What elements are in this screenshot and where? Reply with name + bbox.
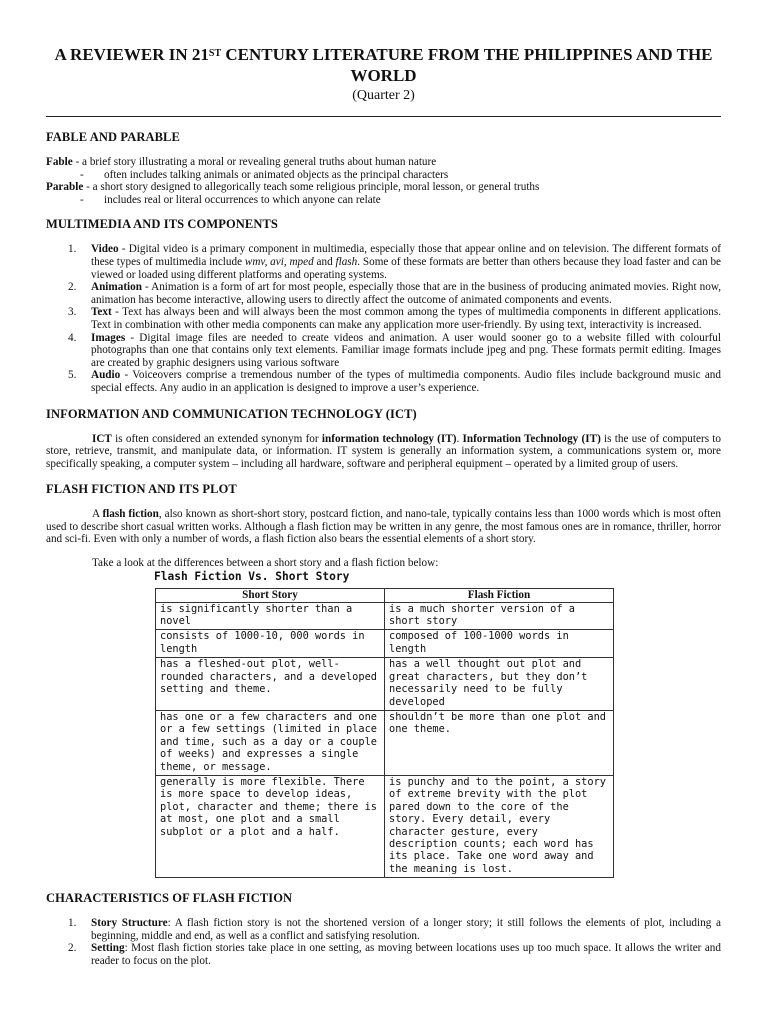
table-cell: is significantly shorter than a novel	[156, 602, 385, 630]
list-text: - Text has always been and will always been the most common among the types of multimedia components in different applications. Text in combination with other media components can make any application more user-friendly. By using text, interactivity is increased.	[91, 306, 721, 331]
list-text: : A flash fiction story is not the shortened version of a longer story; it still follows the elements of plot, including a beginning, middle and end, as well as a conflict and satisfying resolution.	[91, 917, 721, 942]
list-number: 4.	[68, 331, 77, 344]
list-text: : Most flash fiction stories take place in one setting, as moving between locations uses up too much space. It allows the writer and reader to focus on the plot.	[91, 942, 721, 967]
comparison-table	[155, 588, 614, 879]
table-intro: Take a look at the differences between a short story and a flash fiction below:	[92, 557, 439, 570]
table-cell: generally is more flexible. There is more space to develop ideas, plot, character and theme; there is at most, one plot and a small subplot or a plot and a half.	[156, 775, 385, 877]
title-text-continued: CENTURY LITERATURE FROM THE PHILIPPINES AND THE WORLD	[221, 45, 713, 85]
list-term: Story Structure	[91, 917, 168, 930]
document-subtitle: (Quarter 2)	[352, 88, 415, 103]
list-text: - Digital image files are needed to create videos and animation. A user would sooner go to a website filled with colourful photographs than one that contains only text elements. Familiar image formats include jpeg and png. These formats permit editing. Images are created by graphic designers using various software	[91, 331, 721, 369]
table-row	[156, 710, 614, 775]
list-text: and	[313, 255, 336, 268]
it-term: information technology (IT)	[321, 432, 457, 445]
ict-text: .	[456, 432, 463, 445]
list-term: Video	[91, 243, 119, 256]
list-number: 5.	[68, 369, 77, 382]
list-item	[46, 306, 721, 331]
parable-term: Parable	[46, 181, 84, 194]
list-text: - Digital video is a primary component in multimedia, especially those that appear online and on television. The different formats of these types of multimedia include	[91, 243, 721, 268]
section-heading-multimedia: MULTIMEDIA AND ITS COMPONENTS	[46, 217, 278, 232]
section-heading-characteristics: CHARACTERISTICS OF FLASH FICTION	[46, 891, 293, 906]
characteristics-list	[46, 917, 721, 967]
ict-text: is often considered an extended synonym for	[111, 432, 322, 445]
fable-term: Fable	[46, 156, 73, 168]
format-names: wmv, avi, mped	[244, 255, 314, 268]
table-cell: shouldn’t be more than one plot and one theme.	[385, 710, 614, 775]
title-text: A REVIEWER IN 21	[54, 45, 209, 64]
document-title	[46, 44, 721, 86]
table-cell: consists of 1000-10, 000 words in length	[156, 630, 385, 658]
section-heading-flash-fiction: FLASH FICTION AND ITS PLOT	[46, 482, 237, 497]
ict-term: ICT	[92, 432, 112, 445]
list-item	[46, 369, 721, 394]
section-heading-fable-parable: FABLE AND PARABLE	[46, 130, 180, 144]
title-divider	[46, 116, 721, 117]
table-cell: has a fleshed-out plot, well-rounded characters, and a developed setting and theme.	[156, 658, 385, 711]
list-number: 2.	[68, 942, 77, 955]
list-number: 1.	[68, 243, 77, 256]
list-text: - Voiceovers comprise a tremendous number of the types of multimedia components. Audio files include background music and special effects. Any audio in an application is designed to improve a user’s experience.	[91, 369, 721, 394]
table-row	[156, 602, 614, 630]
column-header-flash-fiction: Flash Fiction	[385, 588, 614, 602]
table-cell: is a much shorter version of a short story	[385, 602, 614, 630]
list-term: Audio	[91, 369, 121, 382]
list-number: 1.	[68, 917, 77, 930]
table-cell: composed of 100-1000 words in length	[385, 630, 614, 658]
section-heading-ict: INFORMATION AND COMMUNICATION TECHNOLOGY (ICT)	[46, 406, 417, 421]
flash-fiction-term: flash fiction	[102, 508, 159, 521]
ict-text: is the use of computers to store, retrieve, transmit, and manipulate data, or information. IT system is generally an information system, a communications system or, more specifically speaking, a computer system – including all hardware, software and peripheral equipment – operated by a limited group of users.	[46, 432, 722, 470]
parable-note	[80, 194, 721, 207]
it-term-2: Information Technology (IT)	[462, 432, 601, 445]
list-item	[46, 281, 721, 306]
list-text: - Animation is a form of art for most people, especially those that are in the business of producing animated movies. Right now, animation has become interactive, allowing users to directly affect the outcome of animated components and events.	[91, 281, 721, 306]
fable-parable-definitions	[46, 156, 721, 206]
table-header-row	[156, 588, 614, 602]
list-item	[46, 243, 721, 281]
multimedia-list	[46, 243, 721, 394]
flash-fiction-paragraph	[46, 508, 721, 546]
dash-bullet: -	[80, 193, 84, 206]
table-row	[156, 630, 614, 658]
document-page	[46, 0, 721, 968]
list-term: Text	[91, 306, 112, 319]
parable-def-text: - a short story designed to allegorically teach some religious principle, moral lesson, or general truths	[83, 181, 540, 194]
column-header-short-story: Short Story	[156, 588, 385, 602]
list-term: Images	[91, 331, 126, 344]
list-item	[46, 917, 721, 942]
format-flash: flash	[335, 255, 358, 268]
list-number: 2.	[68, 281, 77, 294]
title-superscript: ST	[208, 48, 222, 59]
ict-paragraph	[46, 433, 721, 471]
table-title: Flash Fiction Vs. Short Story	[154, 569, 350, 583]
flash-text: A	[92, 508, 103, 521]
table-cell: has a well thought out plot and great characters, but they don’t necessarily need to be fully developed	[385, 658, 614, 711]
list-term: Animation	[91, 281, 142, 294]
dash-bullet: -	[80, 168, 84, 181]
fable-note	[80, 169, 721, 182]
fable-note-text: often includes talking animals or animated objects as the principal characters	[104, 168, 449, 181]
flash-text: , also known as short-short story, postcard fiction, and nano-tale, typically contains less than 1000 words which is most often used to describe short casual written works. Although a flash fiction may be written in any genre, the most famous ones are in romance, thriller, horror and sci-fi. Even with only a number of words, a flash fiction also bears the essential elements of a short story.	[46, 508, 721, 546]
table-cell: is punchy and to the point, a story of extreme brevity with the plot pared down to the core of the story. Every detail, every character gesture, every description counts; each word has its place. Take one word away and the meaning is lost.	[385, 775, 614, 877]
list-number: 3.	[68, 306, 77, 319]
parable-note-text: includes real or literal occurrences to which anyone can relate	[104, 193, 381, 206]
list-text: . Some of these formats are better than others because they load faster and can be viewed or loaded using different platforms and operating systems.	[91, 255, 722, 281]
fable-definition	[46, 156, 721, 169]
fable-def-text: - a brief story illustrating a moral or revealing general truths about human nature	[72, 156, 437, 168]
list-item	[46, 332, 721, 370]
table-row	[156, 658, 614, 711]
table-row	[156, 775, 614, 877]
list-item	[46, 942, 721, 967]
parable-definition	[46, 181, 721, 194]
table-cell: has one or a few characters and one or a few settings (limited in place and time, such as a day or a couple of weeks) and expresses a single theme, or message.	[156, 710, 385, 775]
list-term: Setting	[91, 942, 125, 955]
